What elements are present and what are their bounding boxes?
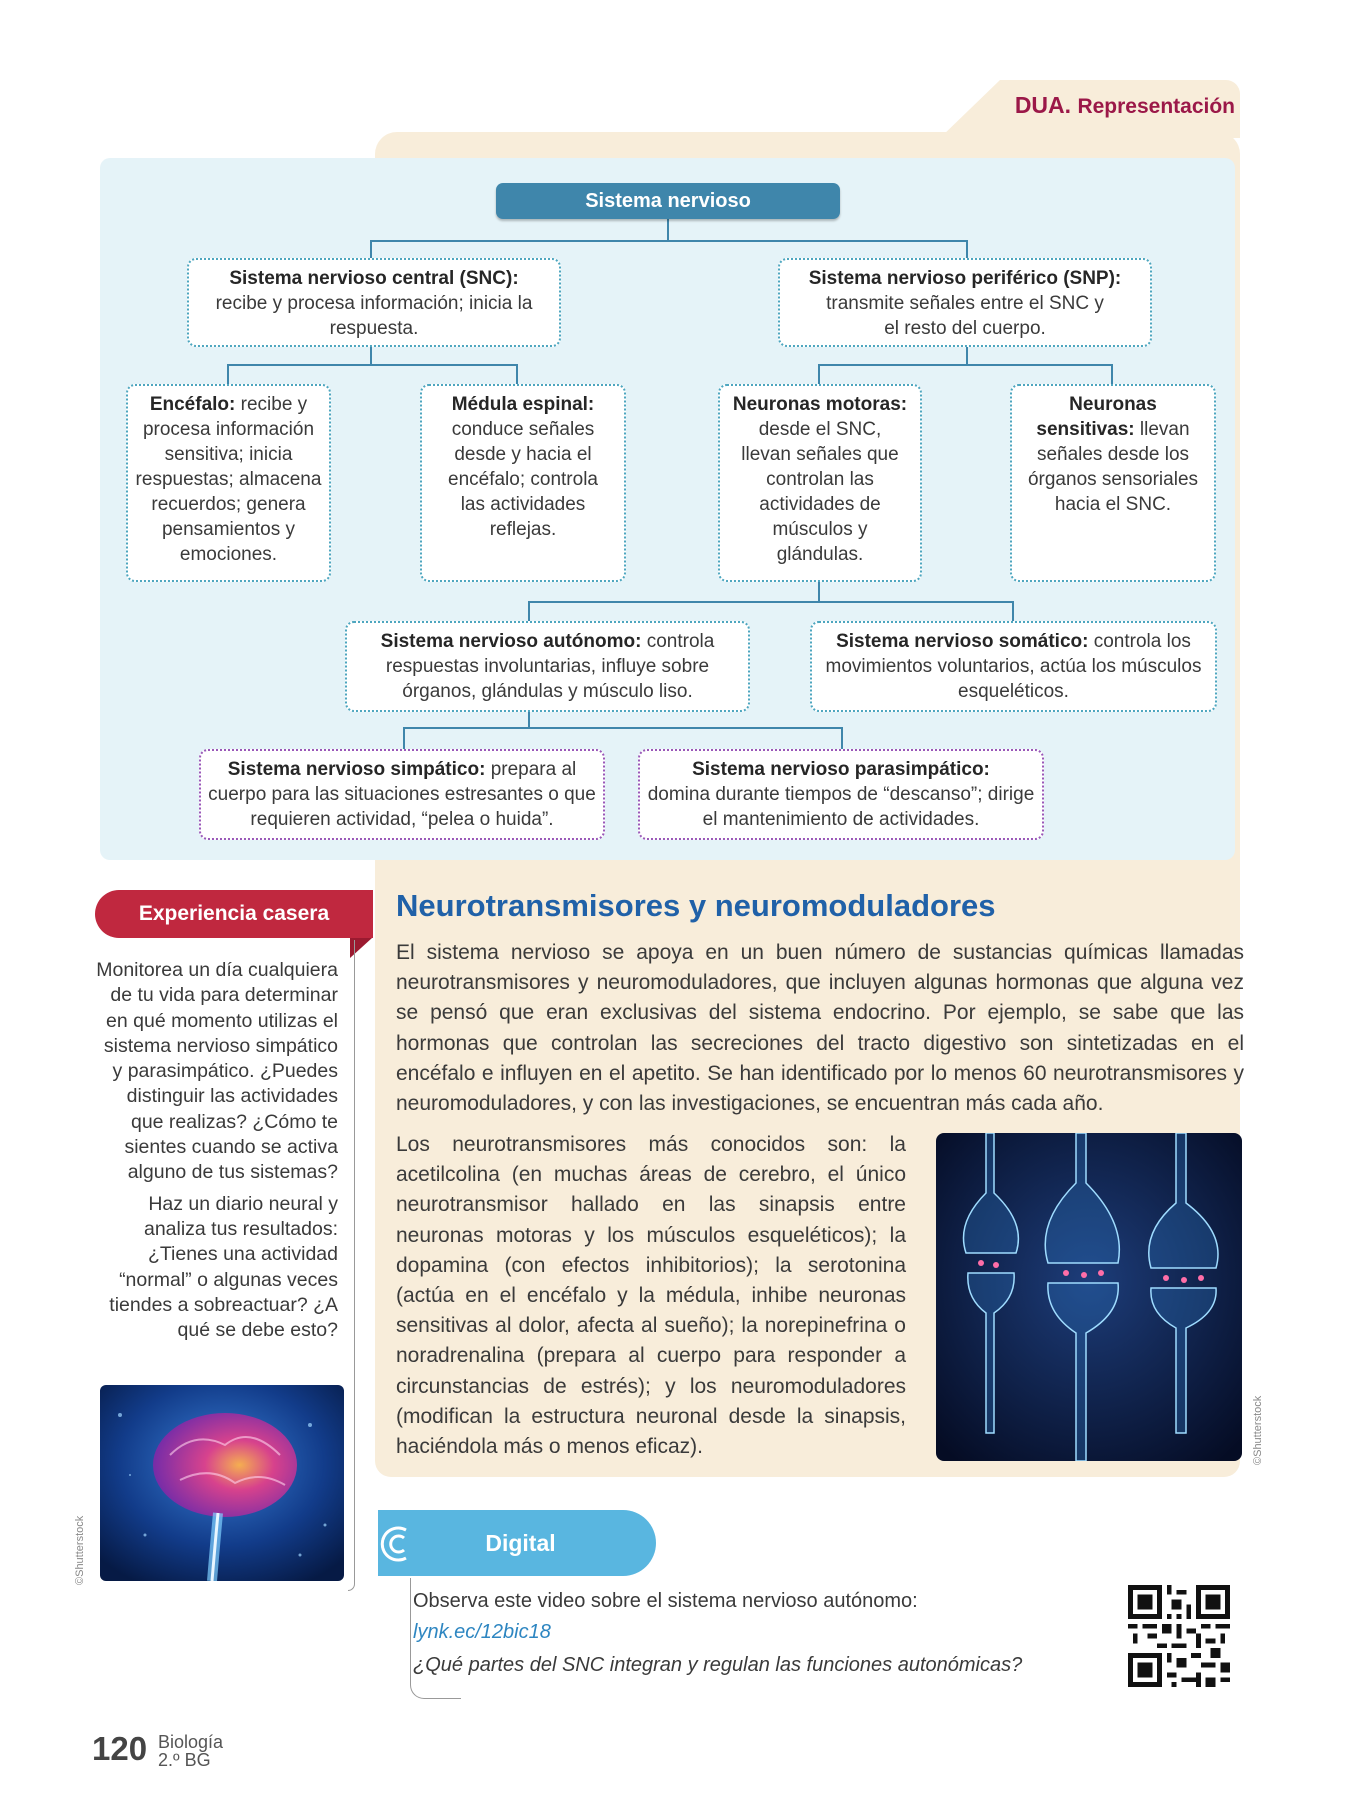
node-simpatico: Sistema nervioso simpático: prepara al cuerpo para las situaciones estresantes o que requieren actividad, “pelea o huida”. xyxy=(199,749,605,840)
connector xyxy=(966,240,968,258)
connector xyxy=(370,240,968,242)
paragraph-1: El sistema nervioso se apoya en un buen número de sustancias químicas llamadas neurotransmisores y neuromoduladores, que incluyen algunas hormonas que alguna vez se pensó que eran exclusivas del sistema endocrino. Por ejemplo, se sabe que las hormonas que controlan las secreciones del tracto digestivo son sintetizadas en el encéfalo e influyen en el apetito. Se han identificado por lo menos 60 neurotransmisores y neuromoduladores, y con las investigaciones, se encuentran más cada año. xyxy=(396,941,1244,1116)
connector xyxy=(528,601,1014,603)
connector xyxy=(841,727,843,749)
connector xyxy=(966,347,968,365)
node-autonomo: Sistema nervioso autónomo: controla respuestas involuntarias, influye sobre órganos, glándulas y músculo liso. xyxy=(345,621,750,712)
connector xyxy=(528,601,530,621)
connector xyxy=(516,364,518,384)
photo-credit: ©Shutterstock xyxy=(1252,1395,1264,1465)
connector xyxy=(1111,364,1113,384)
digital-link[interactable]: lynk.ec/12bic18 xyxy=(413,1621,551,1643)
node-snp: Sistema nervioso periférico (SNP): transmite señales entre el SNC y el resto del cuerpo. xyxy=(778,258,1152,347)
photo-credit: ©Shutterstock xyxy=(74,1515,86,1585)
node-medula-espinal: Médula espinal: conduce señales desde y hacia el encéfalo; controla las actividades reflejas. xyxy=(420,384,626,582)
experiencia-frame xyxy=(348,940,355,1591)
connector xyxy=(403,727,843,729)
connector xyxy=(1012,601,1014,621)
node-parasimpatico: Sistema nervioso parasimpático: domina durante tiempos de “descanso”; dirige el mantenimiento de actividades. xyxy=(638,749,1044,840)
neurons-image xyxy=(936,1133,1242,1461)
brain-image xyxy=(100,1385,344,1581)
paragraph-2: Los neurotransmisores más conocidos son: la acetilcolina (en muchas áreas de cerebro, el único neurotransmisor hallado en las sinapsis entre neuronas motoras y los músculos esqueléticos); la dopamina (con efectos inhibitorios); la serotonina (actúa en el encéfalo y la médula, inhibe neuronas sensitivas al dolor, afecta al sueño); la norepinefrina o noradrenalina (prepara al cuerpo para responder a circunstancias de estrés); y los neuromoduladores (modifican la estructura neuronal desde la sinapsis, haciéndola más o menos eficaz). xyxy=(396,1133,906,1459)
experiencia-text: Monitorea un día cualquiera de tu vida para determinar en qué momento utilizas el sistema nervioso simpático y parasimpático. ¿Puedes distinguir las actividades que realizas? ¿Cómo te sientes cuando se activa alguno de tus sistemas? Haz un diario neural y analiza tus resultados: ¿Tienes una actividad “normal” o algunas veces tiendes a sobreactuar? ¿A qué se debe esto? xyxy=(96,959,338,1342)
connector xyxy=(818,364,1113,366)
node-neuronas-motoras: Neuronas motoras: desde el SNC, llevan señales que controlan las actividades de músculos y glándulas. xyxy=(718,384,922,582)
digital-title: Digital xyxy=(485,1530,556,1556)
connector xyxy=(818,364,820,384)
connector xyxy=(667,219,669,241)
digital-icon xyxy=(376,1524,416,1564)
dua-label: DUA. Representación xyxy=(1014,92,1235,118)
connector xyxy=(403,727,405,749)
connector xyxy=(227,364,229,384)
qr-code-icon[interactable] xyxy=(1128,1585,1230,1687)
connector xyxy=(227,364,518,366)
node-neuronas-sensitivas: Neuronas sensitivas: llevan señales desde los órganos sensoriales hacia el SNC. xyxy=(1010,384,1216,582)
connector xyxy=(370,240,372,258)
section-title: Neurotransmisores y neuromoduladores xyxy=(396,888,996,923)
experiencia-header: Experiencia casera xyxy=(95,890,373,938)
digital-instruction: Observa este video sobre el sistema nervioso autónomo: xyxy=(413,1590,918,1612)
connector xyxy=(528,712,530,728)
page-number: 120 xyxy=(92,1730,148,1767)
node-snc: Sistema nervioso central (SNC): recibe y procesa información; inicia la respuesta. xyxy=(187,258,561,347)
node-sistema-nervioso: Sistema nervioso xyxy=(496,183,840,219)
digital-question: ¿Qué partes del SNC integran y regulan las funciones autonómicas? xyxy=(413,1654,1023,1676)
subject-label: Biología 2.º BG xyxy=(158,1732,224,1770)
node-somatico: Sistema nervioso somático: controla los movimientos voluntarios, actúa los músculos esqueléticos. xyxy=(810,621,1217,712)
connector xyxy=(818,582,820,602)
connector xyxy=(370,347,372,365)
node-encefalo: Encéfalo: recibe y procesa información sensitiva; inicia respuestas; almacena recuerdos; genera pensamientos y emociones. xyxy=(126,384,331,582)
